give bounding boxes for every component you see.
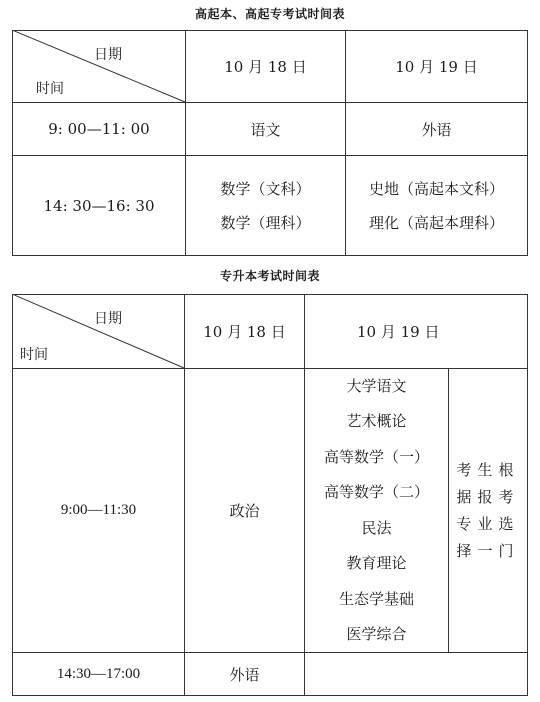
table2-title: 专升本考试时间表	[219, 269, 320, 283]
subject-item: 生态学基础	[338, 589, 414, 608]
subject-list-cell	[305, 369, 448, 652]
date-column-header: 10 月 19 日	[395, 57, 478, 76]
time-slot-cell: 14:30—17:00	[56, 665, 141, 682]
schedule-table-1	[12, 30, 528, 256]
date-header-label: 日期	[94, 311, 122, 327]
subject-item: 高等数学（二）	[323, 483, 429, 501]
subject-cell: 外语	[421, 120, 452, 139]
time-slot-cell: 9: 00—11: 00	[48, 120, 150, 138]
time-header-label: 时间	[36, 81, 64, 97]
selection-note-cell	[449, 369, 527, 652]
subject-item: 数学（理科）	[220, 213, 311, 232]
subject-item: 史地（高起本文科）	[368, 179, 504, 198]
empty-cell	[305, 653, 527, 695]
subject-cell: 政治	[229, 502, 260, 520]
subject-item: 艺术概论	[346, 412, 407, 430]
subject-item: 数学（文科）	[220, 179, 311, 198]
subject-item: 医学综合	[346, 625, 407, 643]
subject-cell	[346, 156, 527, 255]
time-slot-cell: 14: 30—16: 30	[43, 196, 155, 215]
subject-cell: 外语	[229, 665, 260, 684]
schedule-table-2	[12, 294, 528, 696]
date-header-label: 日期	[94, 47, 122, 63]
note-line: 专业选	[456, 514, 520, 533]
subject-item: 大学语文	[346, 376, 407, 395]
note-line: 考生根	[456, 460, 520, 479]
subject-item: 教育理论	[346, 554, 407, 572]
time-header-label: 时间	[20, 347, 48, 363]
date-column-header: 10 月 18 日	[203, 322, 286, 341]
date-column-header: 10 月 19 日	[357, 322, 440, 341]
subject-item: 民法	[361, 518, 392, 537]
subject-cell: 语文	[250, 120, 281, 139]
date-column-header: 10 月 18 日	[224, 57, 307, 76]
subject-item: 理化（高起本理科）	[368, 213, 504, 232]
note-line: 择一门	[456, 541, 520, 560]
time-slot-cell: 9:00—11:30	[60, 502, 137, 518]
note-line: 据报考	[456, 487, 520, 506]
table1-title: 高起本、高起专考试时间表	[194, 7, 345, 21]
subject-cell	[186, 156, 345, 255]
subject-item: 高等数学（一）	[323, 447, 429, 466]
